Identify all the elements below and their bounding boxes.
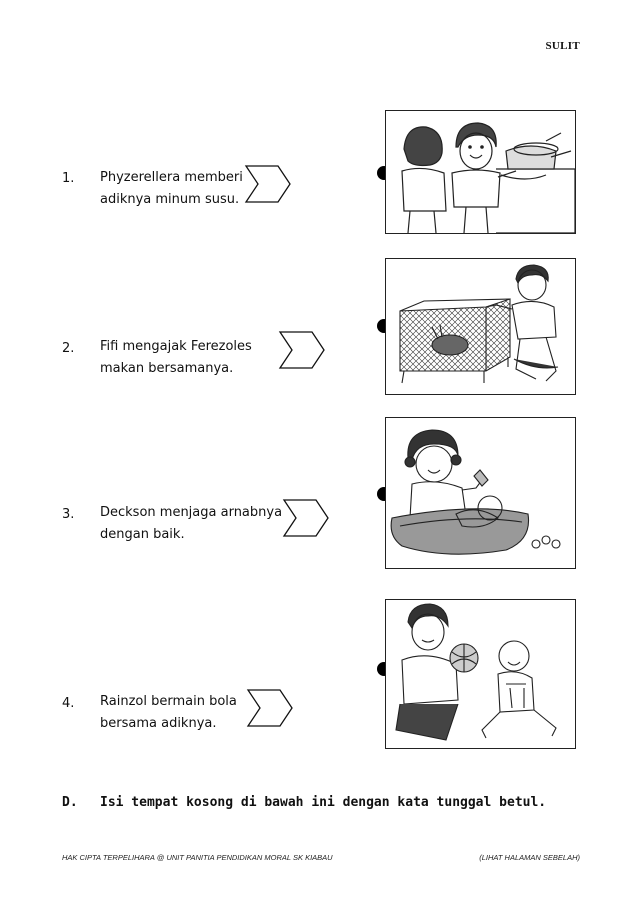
footer-copyright: HAK CIPTA TERPELIHARA @ UNIT PANITIA PENDIDIKAN MORAL SK KIABAU xyxy=(62,853,333,862)
item-4-text xyxy=(100,691,237,735)
item-1-number: 1. xyxy=(62,171,75,186)
item-3-number: 3. xyxy=(62,507,75,522)
boy-playing-ball-with-brother-picture[interactable] xyxy=(385,599,576,749)
section-d-heading xyxy=(62,795,546,810)
item-4-number: 4. xyxy=(62,696,75,711)
item-2-line2: makan bersamanya. xyxy=(100,361,234,376)
item-1-text xyxy=(100,167,243,211)
item-1-line1: Phyzerellera memberi xyxy=(100,170,243,185)
girl-feeding-baby-bottle-picture[interactable] xyxy=(385,417,576,569)
item-1-line2: adiknya minum susu. xyxy=(100,192,240,207)
item-3-text xyxy=(100,502,282,546)
boy-with-rabbit-cage-picture[interactable] xyxy=(385,258,576,395)
item-4-line2: bersama adiknya. xyxy=(100,716,217,731)
item-3-line1: Deckson menjaga arnabnya xyxy=(100,505,283,520)
item-2-number: 2. xyxy=(62,341,75,356)
item-3-arrow-icon[interactable] xyxy=(282,498,330,538)
item-2-arrow-icon[interactable] xyxy=(278,330,326,370)
section-d-instruction: Isi tempat kosong di bawah ini dengan kata tunggal betul. xyxy=(100,795,547,810)
item-4-line1: Rainzol bermain bola xyxy=(100,694,237,709)
two-girls-at-food-table-picture[interactable] xyxy=(385,110,576,234)
item-2-line1: Fifi mengajak Ferezoles xyxy=(100,339,252,354)
item-1-arrow-icon[interactable] xyxy=(244,164,292,204)
classification-label: SULIT xyxy=(545,40,580,52)
item-4-arrow-icon[interactable] xyxy=(246,688,294,728)
section-d-letter: D. xyxy=(62,795,78,810)
footer-next-page: (LIHAT HALAMAN SEBELAH) xyxy=(479,853,580,862)
item-2-text xyxy=(100,336,252,380)
item-3-line2: dengan baik. xyxy=(100,527,185,542)
